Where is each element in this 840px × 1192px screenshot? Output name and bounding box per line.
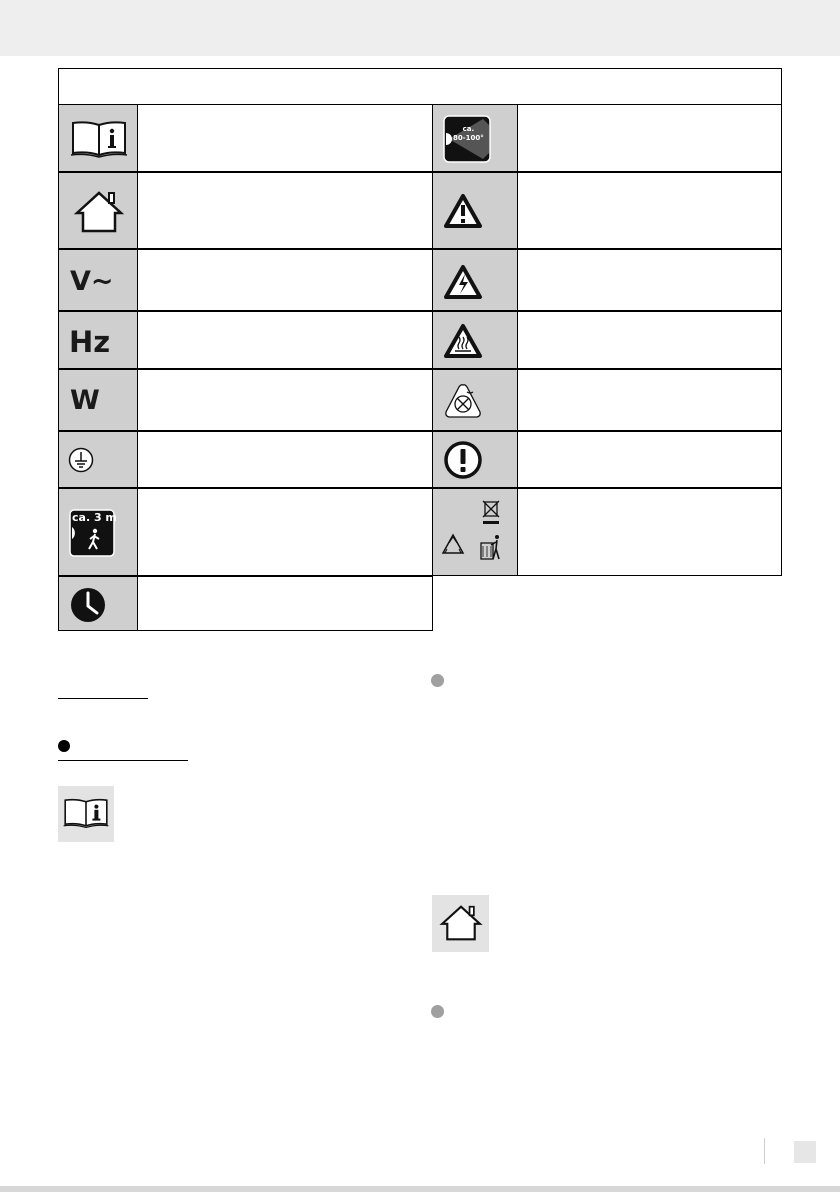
- indoor-use-house-icon: [71, 187, 127, 237]
- icon-cell-disposal: [433, 488, 518, 576]
- icon-cell-manual: [58, 104, 138, 172]
- hot-surface-warning-icon: [443, 323, 483, 359]
- icon-cell-hot: [433, 311, 518, 369]
- watt-icon: W: [70, 385, 100, 416]
- icon-cell-hertz: [58, 311, 138, 369]
- warning-triangle-icon: [443, 193, 483, 229]
- symbol-description: [518, 431, 782, 488]
- symbols-table-title: [58, 68, 782, 106]
- symbol-description: [138, 104, 433, 172]
- symbol-description: [138, 311, 433, 369]
- section-bullet: [58, 740, 70, 752]
- footer-band: [0, 1186, 840, 1192]
- angle-label: ca. 80-100°: [453, 125, 484, 142]
- volt-ac-icon: V~: [70, 266, 114, 297]
- symbol-description: [518, 104, 782, 172]
- symbol-description: [518, 249, 782, 311]
- icon-cell-watt: [58, 369, 138, 431]
- symbol-description: [138, 576, 433, 631]
- symbol-description: [518, 172, 782, 249]
- symbol-description: [518, 488, 782, 576]
- protective-earth-icon: [67, 446, 95, 474]
- subsection-heading-underline: [58, 760, 188, 761]
- icon-cell-no-fire: [433, 369, 518, 431]
- no-fire-hazard-icon: [443, 382, 483, 420]
- section-bullet: [431, 674, 444, 687]
- footer-divider: [764, 1138, 765, 1164]
- important-notice-icon: [443, 440, 483, 480]
- symbol-description: [138, 172, 433, 249]
- hertz-icon: Hz: [69, 325, 111, 359]
- manual-icon-box: [58, 786, 114, 842]
- icon-cell-house: [58, 172, 138, 249]
- house-icon-box: [432, 895, 489, 952]
- symbol-description: [518, 311, 782, 369]
- section-heading-underline: [58, 698, 148, 699]
- range-label: ca. 3 m: [72, 511, 117, 524]
- clock-icon: [70, 587, 106, 623]
- icon-cell-earth: [58, 431, 138, 488]
- icon-cell-notice: [433, 431, 518, 488]
- header-band: [0, 0, 840, 56]
- section-bullet: [431, 1005, 444, 1018]
- symbol-description: [138, 249, 433, 311]
- symbol-description: [518, 369, 782, 431]
- symbols-table: [58, 68, 782, 631]
- icon-cell-range: [58, 488, 138, 576]
- symbol-description: [138, 488, 433, 576]
- disposal-recycling-icon: [441, 499, 507, 569]
- symbol-description: [138, 431, 433, 488]
- manual-info-icon: [69, 119, 129, 159]
- icon-cell-volt: [58, 249, 138, 311]
- icon-cell-clock: [58, 576, 138, 631]
- electric-shock-warning-icon: [443, 264, 483, 300]
- icon-cell-angle: [433, 104, 518, 172]
- manual-info-icon: [62, 796, 110, 830]
- icon-cell-warning: [433, 172, 518, 249]
- indoor-use-house-icon: [437, 901, 485, 945]
- page-number-box: [794, 1141, 816, 1163]
- symbol-description: [138, 369, 433, 431]
- icon-cell-shock: [433, 249, 518, 311]
